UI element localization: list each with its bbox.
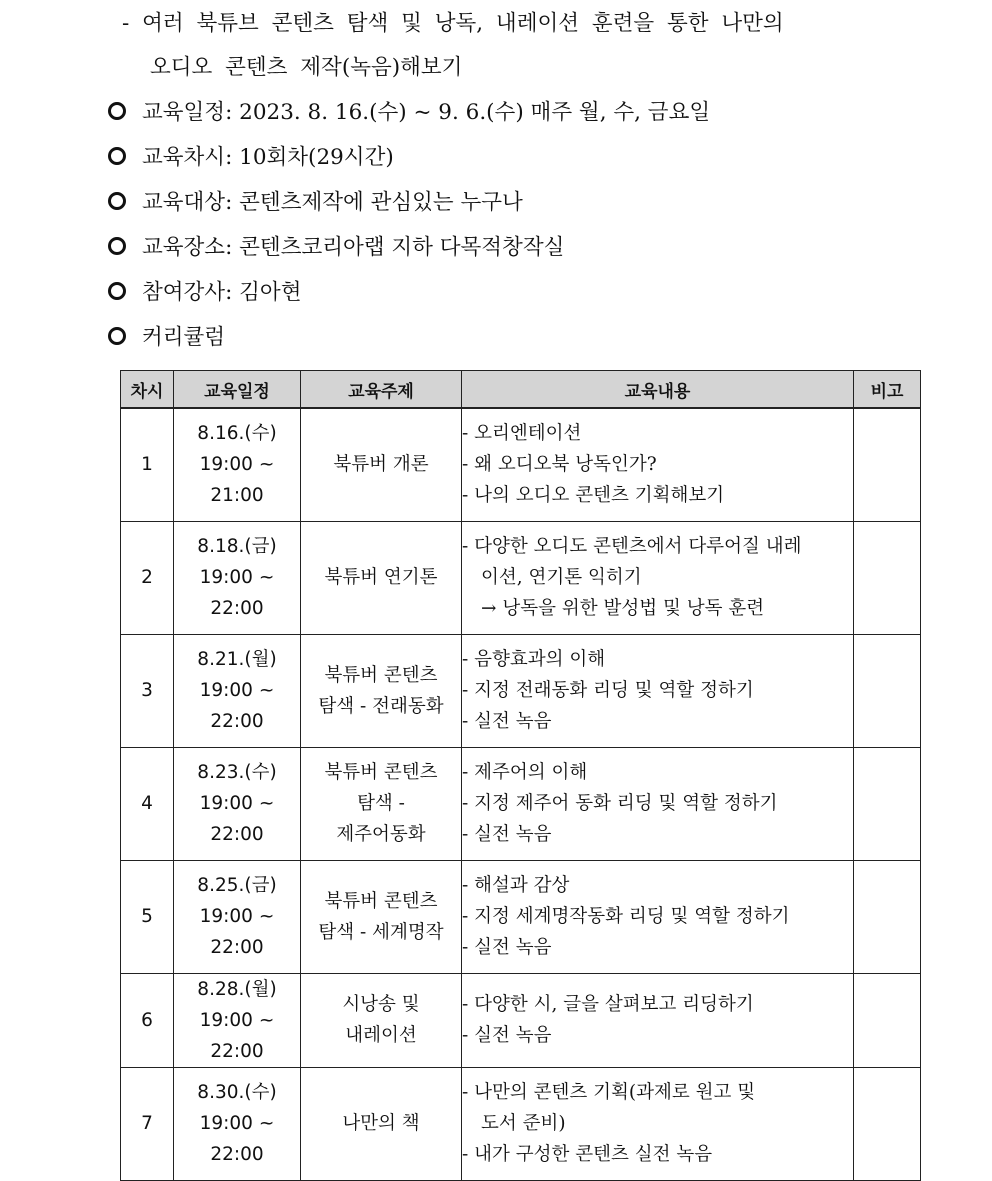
cell-note — [854, 747, 921, 860]
schedule-date: 8.18.(금) — [197, 536, 277, 557]
info-bullet-list — [108, 88, 968, 358]
bullet-text: 교육장소: 콘텐츠코리아랩 지하 다목적창작실 — [142, 235, 565, 260]
bullet-text: 참여강사: 김아현 — [142, 280, 302, 305]
cell-session: 3 — [121, 634, 174, 747]
cell-content — [462, 747, 854, 860]
cell-content — [462, 408, 854, 521]
bullet-instructor — [108, 268, 968, 313]
topic-line: 탐색 - — [357, 793, 405, 814]
schedule-date: 8.23.(수) — [197, 762, 277, 783]
topic-line: 내레이션 — [345, 1025, 417, 1046]
schedule-date: 8.25.(금) — [197, 875, 277, 896]
content-line: - 실전 녹음 — [462, 937, 552, 958]
cell-note — [854, 1067, 921, 1180]
table-row — [121, 860, 921, 973]
bullet-audience — [108, 178, 968, 223]
header-session: 차시 — [121, 371, 174, 409]
bullet-text: 교육대상: 콘텐츠제작에 관심있는 누구나 — [142, 190, 523, 215]
topic-line: 탐색 - 전래동화 — [318, 695, 444, 717]
schedule-time: 19:00 ~ 22:00 — [199, 1113, 275, 1165]
schedule-date: 8.28.(월) — [197, 978, 277, 1000]
content-line: - 해설과 감상 — [462, 875, 570, 896]
circle-bullet-icon — [108, 147, 126, 165]
schedule-date: 8.16.(수) — [197, 423, 277, 445]
cell-schedule — [174, 973, 301, 1067]
content-line: → 낭독을 위한 발성법 및 낭독 훈련 — [481, 598, 765, 619]
bullet-text: 교육차시: 10회차(29시간) — [142, 145, 394, 170]
schedule-time: 19:00 ~ 22:00 — [199, 680, 275, 732]
cell-topic — [301, 408, 462, 521]
cell-note — [854, 860, 921, 973]
topic-line: 시낭송 및 — [342, 994, 420, 1015]
cell-session: 7 — [121, 1067, 174, 1180]
header-topic: 교육주제 — [301, 371, 462, 409]
bullet-sessions — [108, 133, 968, 178]
content-line: - 지정 제주어 동화 리딩 및 역할 정하기 — [462, 793, 778, 814]
bullet-curriculum — [108, 313, 968, 358]
circle-bullet-icon — [108, 102, 126, 120]
content-line: - 실전 녹음 — [462, 1025, 552, 1046]
cell-session: 4 — [121, 747, 174, 860]
schedule-time: 19:00 ~ 22:00 — [199, 906, 275, 958]
topic-line: 북튜버 콘텐츠 — [324, 664, 438, 686]
content-line: - 다양한 시, 글을 살펴보고 리딩하기 — [462, 994, 754, 1015]
content-line: - 실전 녹음 — [462, 711, 552, 732]
topic-line: 제주어동화 — [336, 824, 426, 845]
content-line: - 다양한 오디도 콘텐츠에서 다루어질 내레 — [462, 536, 802, 557]
bullet-location — [108, 223, 968, 268]
content-line: - 제주어의 이해 — [462, 762, 588, 783]
table-row — [121, 973, 921, 1067]
cell-session: 6 — [121, 973, 174, 1067]
table-row — [121, 408, 921, 521]
cell-session: 5 — [121, 860, 174, 973]
cell-topic — [301, 860, 462, 973]
cell-schedule — [174, 860, 301, 973]
circle-bullet-icon — [108, 327, 126, 345]
cell-note — [854, 973, 921, 1067]
table-row — [121, 521, 921, 634]
topic-line: 북튜버 콘텐츠 — [324, 762, 438, 783]
content-line: - 지정 전래동화 리딩 및 역할 정하기 — [462, 680, 754, 701]
content-line: - 지정 세계명작동화 리딩 및 역할 정하기 — [462, 906, 790, 927]
schedule-date: 8.30.(수) — [197, 1082, 277, 1103]
circle-bullet-icon — [108, 237, 126, 255]
header-note: 비고 — [854, 371, 921, 409]
cell-topic — [301, 521, 462, 634]
cell-content — [462, 521, 854, 634]
bullet-text: 교육일정: 2023. 8. 16.(수) ~ 9. 6.(수) 매주 월, 수, 금요일 — [142, 100, 711, 125]
bullet-text: 커리큘럼 — [142, 325, 226, 350]
header-content: 교육내용 — [462, 371, 854, 409]
content-line: - 오리엔테이션 — [462, 423, 582, 445]
schedule-time: 19:00 ~ 21:00 — [199, 454, 275, 507]
table-header-row — [121, 371, 921, 409]
topic-line: 탐색 - 세계명작 — [318, 921, 444, 943]
cell-schedule — [174, 408, 301, 521]
table-row — [121, 634, 921, 747]
intro-line: - 여러 북튜브 콘텐츠 탐색 및 낭독, 내레이션 훈련을 통한 나만의 — [122, 11, 784, 36]
cell-session: 1 — [121, 408, 174, 521]
cell-topic — [301, 747, 462, 860]
cell-note — [854, 634, 921, 747]
cell-session: 2 — [121, 521, 174, 634]
cell-content — [462, 634, 854, 747]
content-line: - 실전 녹음 — [462, 824, 552, 845]
cell-topic — [301, 1067, 462, 1180]
cell-schedule — [174, 1067, 301, 1180]
cell-note — [854, 521, 921, 634]
content-line: - 왜 오디오북 낭독인가? — [462, 454, 657, 476]
content-line: - 음향효과의 이해 — [462, 649, 606, 670]
table-row — [121, 1067, 921, 1180]
cell-schedule — [174, 747, 301, 860]
circle-bullet-icon — [108, 192, 126, 210]
table-row — [121, 747, 921, 860]
cell-schedule — [174, 521, 301, 634]
header-schedule: 교육일정 — [174, 371, 301, 409]
content-line: 이션, 연기톤 익히기 — [481, 567, 642, 588]
schedule-time: 19:00 ~ 22:00 — [199, 1009, 275, 1062]
schedule-time: 19:00 ~ 22:00 — [199, 567, 275, 619]
cell-content — [462, 860, 854, 973]
cell-note — [854, 408, 921, 521]
content-line: - 내가 구성한 콘텐츠 실전 녹음 — [462, 1144, 713, 1165]
content-line: - 나만의 콘텐츠 기획(과제로 원고 및 — [462, 1082, 756, 1103]
cell-content — [462, 1067, 854, 1180]
bullet-schedule — [108, 88, 968, 133]
intro-description — [122, 2, 922, 90]
circle-bullet-icon — [108, 282, 126, 300]
content-line: - 나의 오디오 콘텐츠 기획해보기 — [462, 485, 725, 507]
topic-line: 북튜버 연기톤 — [324, 567, 438, 588]
intro-line: 오디오 콘텐츠 제작(녹음)해보기 — [150, 55, 463, 80]
topic-line: 북튜버 개론 — [333, 454, 429, 476]
cell-schedule — [174, 634, 301, 747]
topic-line: 나만의 책 — [342, 1113, 420, 1134]
content-line: 도서 준비) — [481, 1113, 566, 1134]
cell-topic — [301, 973, 462, 1067]
schedule-date: 8.21.(월) — [197, 649, 277, 670]
topic-line: 북튜버 콘텐츠 — [324, 890, 438, 912]
schedule-time: 19:00 ~ 22:00 — [199, 793, 275, 845]
cell-topic — [301, 634, 462, 747]
cell-content — [462, 973, 854, 1067]
curriculum-table — [120, 370, 921, 1181]
